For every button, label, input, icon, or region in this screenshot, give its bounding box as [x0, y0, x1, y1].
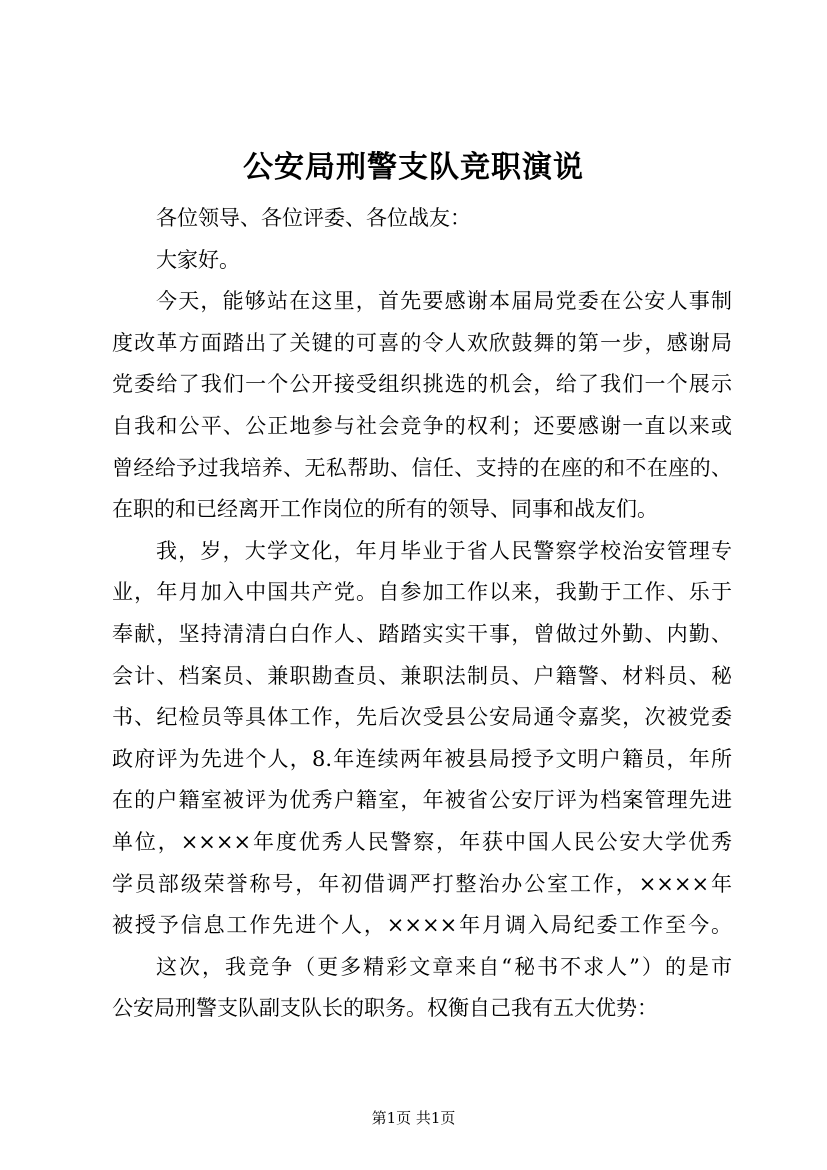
greeting-line: 大家好。 [156, 247, 240, 272]
paragraph-line: 我，岁，大学文化，年月毕业于省人民警察学校治安管理专 [156, 538, 732, 563]
paragraph-line: 单位，××××年度优秀人民警察，年获中国人民公安大学优秀 [112, 829, 732, 854]
paragraph-line: 在的户籍室被评为优秀户籍室，年被省公安厅评为档案管理先进 [112, 788, 732, 813]
paragraph-line: 度改革方面踏出了关键的可喜的令人欢欣鼓舞的第一步，感谢局 [112, 330, 732, 355]
page-number: 第1页 共1页 [371, 1109, 456, 1127]
paragraph-line: 书、纪检员等具体工作，先后次受县公安局通令嘉奖，次被党委 [112, 705, 732, 730]
paragraph-line: 奉献，坚持清清白白作人、踏踏实实干事，曾做过外勤、内勤、 [112, 621, 732, 646]
paragraph-line: 会计、档案员、兼职勘查员、兼职法制员、户籍警、材料员、秘 [112, 663, 732, 688]
document-body [112, 198, 732, 1030]
paragraph-line: 在职的和已经离开工作岗位的所有的领导、同事和战友们。 [112, 497, 658, 522]
paragraph-line: 这次，我竞争（更多精彩文章来自“秘书不求人”）的是市 [156, 954, 732, 979]
salutation-line: 各位领导、各位评委、各位战友： [156, 206, 471, 230]
paragraph-line: 曾经给予过我培养、无私帮助、信任、支持的在座的和不在座的、 [112, 455, 732, 480]
paragraph-line: 业，年月加入中国共产党。自参加工作以来，我勤于工作、乐于 [112, 580, 732, 605]
paragraph-line: 学员部级荣誉称号，年初借调严打整治办公室工作，××××年 [112, 871, 732, 896]
paragraph-line: 自我和公平、公正地参与社会竞争的权利；还要感谢一直以来或 [112, 413, 732, 438]
document-title: 公安局刑警支队竞职演说 [243, 150, 584, 185]
paragraph-line: 党委给了我们一个公开接受组织挑选的机会，给了我们一个展示 [112, 372, 732, 397]
paragraph-line: 被授予信息工作先进个人，××××年月调入局纪委工作至今。 [112, 913, 732, 938]
paragraph-line: 公安局刑警支队副支队长的职务。权衡自己我有五大优势： [112, 996, 658, 1021]
paragraph-line: 政府评为先进个人，8.年连续两年被县局授予文明户籍员，年所 [112, 746, 732, 771]
paragraph-line: 今天，能够站在这里，首先要感谢本届局党委在公安人事制 [156, 289, 732, 314]
